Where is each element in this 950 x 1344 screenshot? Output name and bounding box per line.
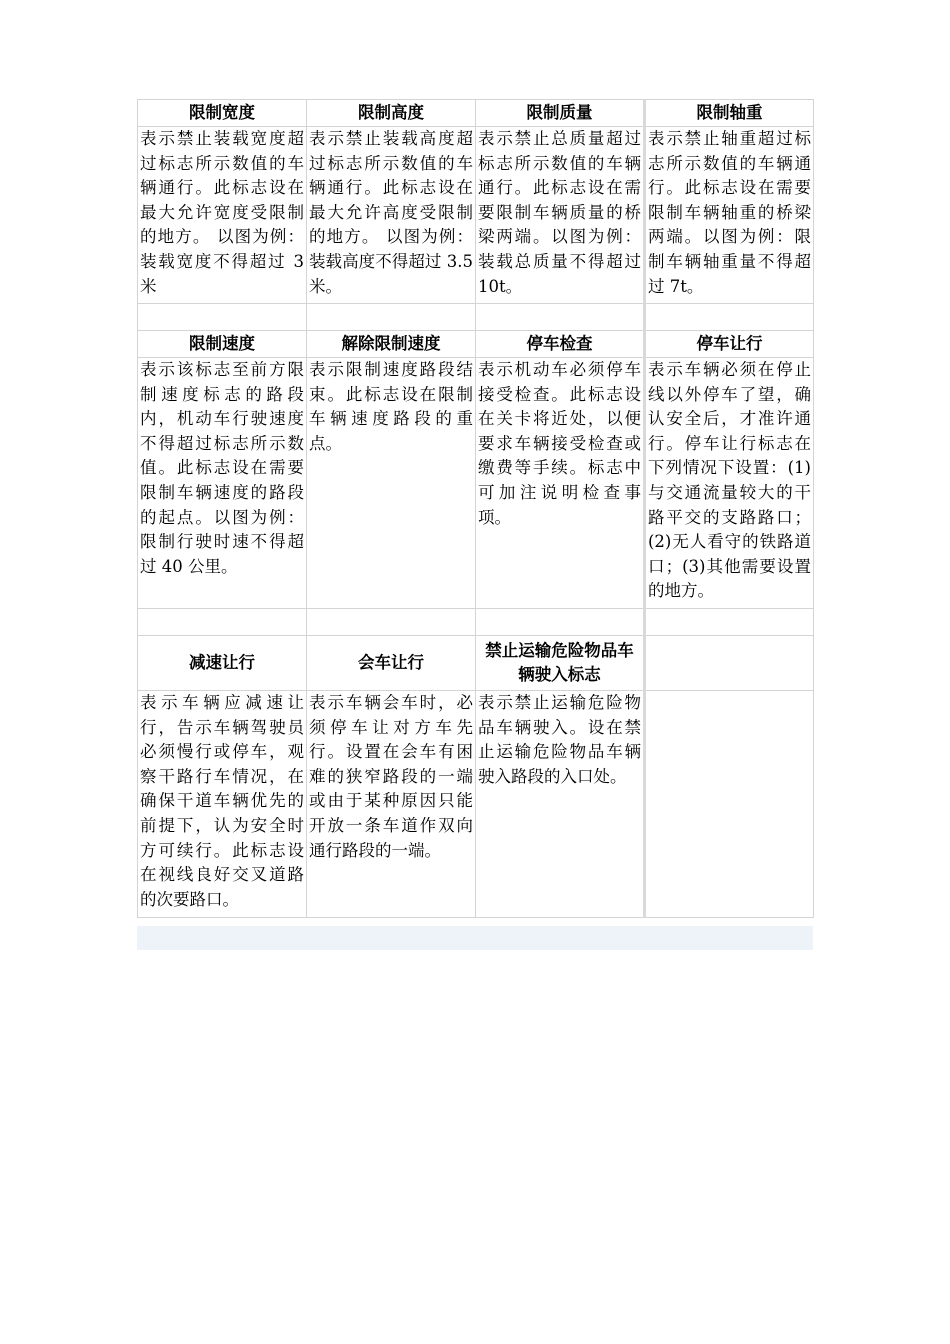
sign-name-axle-load-limit: 限制轴重 — [645, 100, 814, 127]
table-footer-band — [137, 926, 813, 950]
sign-name-slow-and-yield: 减速让行 — [138, 636, 307, 691]
sign-name-no-dangerous-goods: 禁止运输危险物品车辆驶入标志 — [476, 636, 645, 691]
header-row-1 — [138, 100, 814, 127]
sign-description-width-limit: 表示禁止装载宽度超过标志所示数值的车辆通行。此标志设在最大允许宽度受限制的地方。 以图为例：装载宽度不得超过 3 米 — [138, 127, 307, 304]
header-row-2 — [138, 331, 814, 358]
sign-name-end-speed-limit: 解除限制速度 — [307, 331, 476, 358]
sign-name-speed-limit: 限制速度 — [138, 331, 307, 358]
header-row-3 — [138, 636, 814, 691]
empty-cell — [476, 304, 645, 331]
sign-description-slow-and-yield: 表示车辆应减速让行，告示车辆驾驶员必须慢行或停车，观察干路行车情况，在确保干道车辆优先的前提下，认为安全时方可续行。此标志设在视线良好交叉道路的次要路口。 — [138, 691, 307, 918]
sign-description-yield-to-oncoming: 表示车辆会车时，必须停车让对方车先行。设置在会车有困难的狭窄路段的一端或由于某种原因只能开放一条车道作双向通行路段的一端。 — [307, 691, 476, 918]
sign-name-weight-limit: 限制质量 — [476, 100, 645, 127]
spacer-row-1 — [138, 304, 814, 331]
sign-name-yield-to-oncoming: 会车让行 — [307, 636, 476, 691]
sign-name-stop-and-yield: 停车让行 — [645, 331, 814, 358]
sign-description-no-dangerous-goods: 表示禁止运输危险物品车辆驶入。设在禁止运输危险物品车辆驶入路段的入口处。 — [476, 691, 645, 918]
empty-cell — [645, 609, 814, 636]
description-row-3 — [138, 691, 814, 918]
empty-header-cell — [645, 636, 814, 691]
empty-cell — [307, 304, 476, 331]
empty-cell — [476, 609, 645, 636]
sign-name-width-limit: 限制宽度 — [138, 100, 307, 127]
empty-description-cell — [645, 691, 814, 918]
traffic-sign-table — [137, 99, 814, 918]
empty-cell — [307, 609, 476, 636]
sign-description-end-speed-limit: 表示限制速度路段结束。此标志设在限制车辆速度路段的重点。 — [307, 358, 476, 609]
sign-description-stop-and-yield: 表示车辆必须在停止线以外停车了望，确认安全后，才准许通行。停车让行标志在下列情况下设置：(1)与交通流量较大的干路平交的支路路口；(2)无人看守的铁路道口；(3)其他需要设置的地方。 — [645, 358, 814, 609]
empty-cell — [138, 304, 307, 331]
sign-name-height-limit: 限制高度 — [307, 100, 476, 127]
description-row-1 — [138, 127, 814, 304]
description-row-2 — [138, 358, 814, 609]
spacer-row-2 — [138, 609, 814, 636]
sign-description-height-limit: 表示禁止装载高度超过标志所示数值的车辆通行。此标志设在最大允许高度受限制的地方。 以图为例：装载高度不得超过 3.5 米。 — [307, 127, 476, 304]
sign-name-stop-for-inspection: 停车检查 — [476, 331, 645, 358]
sign-description-axle-load-limit: 表示禁止轴重超过标志所示数值的车辆通行。此标志设在需要限制车辆轴重的桥梁两端。以图为例：限制车辆轴重量不得超过 7t。 — [645, 127, 814, 304]
sign-description-stop-for-inspection: 表示机动车必须停车接受检查。此标志设在关卡将近处，以便要求车辆接受检查或缴费等手续。标志中可加注说明检查事项。 — [476, 358, 645, 609]
empty-cell — [645, 304, 814, 331]
sign-description-speed-limit: 表示该标志至前方限制速度标志的路段内，机动车行驶速度不得超过标志所示数值。此标志设在需要限制车辆速度的路段的起点。以图为例：限制行驶时速不得超过 40 公里。 — [138, 358, 307, 609]
empty-cell — [138, 609, 307, 636]
sign-description-weight-limit: 表示禁止总质量超过标志所示数值的车辆通行。此标志设在需要限制车辆质量的桥梁两端。以图为例：装载总质量不得超过 10t。 — [476, 127, 645, 304]
